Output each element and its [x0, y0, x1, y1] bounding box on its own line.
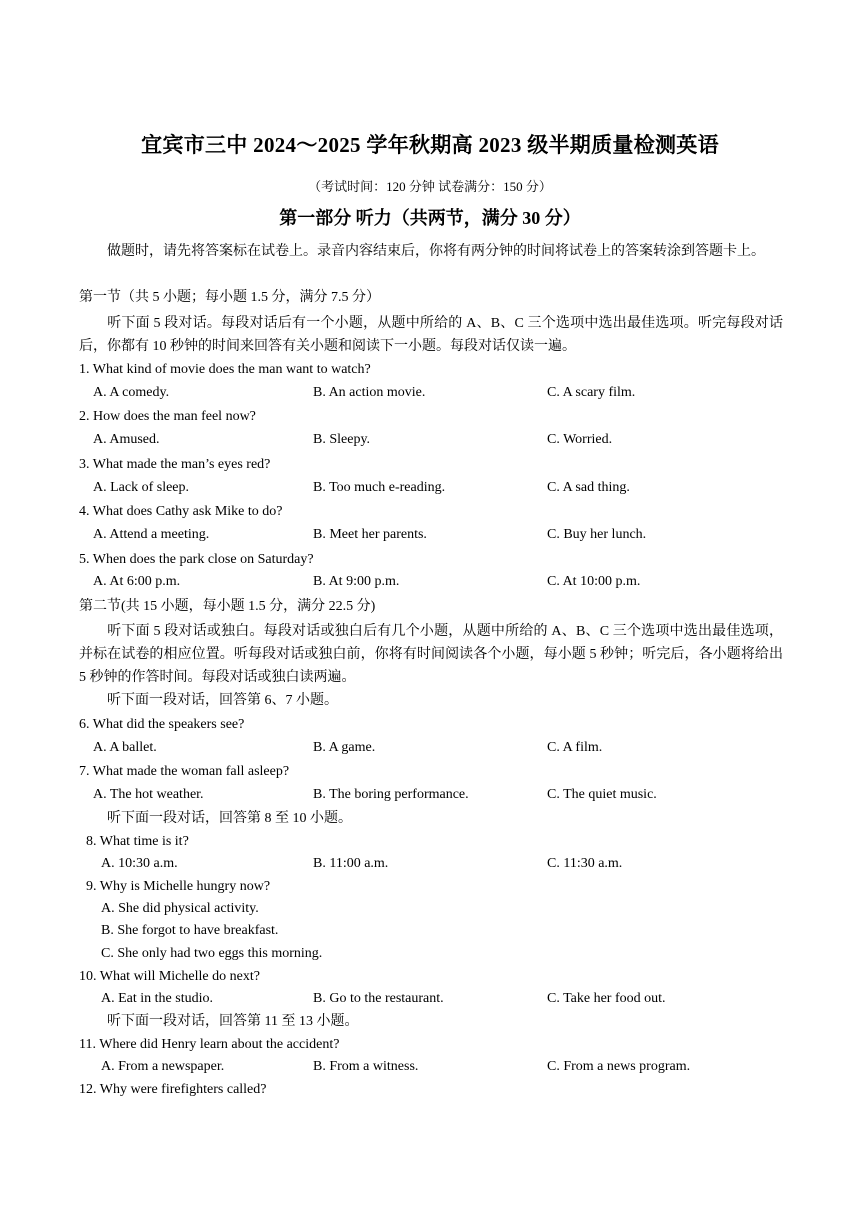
exam-subtitle: （考试时间：120 分钟 试卷满分：150 分） — [308, 179, 552, 194]
question-4: 4. What does Cathy ask Mike to do? — [79, 504, 283, 519]
part1-heading: 第一部分 听力（共两节，满分 30 分） — [279, 208, 581, 228]
question-6: 6. What did the speakers see? — [79, 717, 245, 732]
exam-title: 宜宾市三中 2024～2025 学年秋期高 2023 级半期质量检测英语 — [141, 133, 719, 157]
q5-option-c: C. At 10:00 p.m. — [547, 574, 641, 589]
section1-instructions — [79, 312, 783, 358]
q8-option-a: A. 10:30 a.m. — [101, 856, 178, 871]
q6-option-b: B. A game. — [313, 740, 376, 755]
dialog-11-13-instruction: 听下面一段对话，回答第 11 至 13 小题。 — [107, 1014, 359, 1029]
q1-option-b: B. An action movie. — [313, 385, 426, 400]
section2-instructions-text: 听下面 5 段对话或独白。每段对话或独白后有几个小题，从题中所给的 A、B、C 三个选项中选出最佳选项，并标在试卷的相应位置。听每段对话或独白前，你将有时间阅读各个小题，每小题 5 秒钟；听完后，各小题将给出 5 秒钟的作答时间。每段对话或独白读两遍。 — [79, 624, 783, 685]
question-12: 12. Why were firefighters called? — [79, 1082, 267, 1097]
q6-option-a: A. A ballet. — [93, 740, 157, 755]
q8-option-b: B. 11:00 a.m. — [313, 856, 389, 871]
q3-option-b: B. Too much e-reading. — [313, 480, 446, 495]
q5-option-a: A. At 6:00 p.m. — [93, 574, 181, 589]
q4-option-b: B. Meet her parents. — [313, 527, 427, 542]
section2-instructions — [79, 620, 783, 689]
q9-option-a: A. She did physical activity. — [101, 901, 259, 916]
q11-option-c: C. From a news program. — [547, 1059, 691, 1074]
q10-option-c: C. Take her food out. — [547, 991, 666, 1006]
q1-option-c: C. A scary film. — [547, 385, 636, 400]
question-11: 11. Where did Henry learn about the accident? — [79, 1037, 340, 1052]
q6-option-c: C. A film. — [547, 740, 603, 755]
q4-option-c: C. Buy her lunch. — [547, 527, 647, 542]
q11-option-b: B. From a witness. — [313, 1059, 419, 1074]
section2-heading: 第二节(共 15 小题，每小题 1.5 分，满分 22.5 分) — [79, 599, 376, 614]
q10-option-a: A. Eat in the studio. — [101, 991, 213, 1006]
question-5: 5. When does the park close on Saturday? — [79, 552, 314, 567]
question-7: 7. What made the woman fall asleep? — [79, 764, 290, 779]
question-9: 9. Why is Michelle hungry now? — [86, 879, 271, 894]
question-3: 3. What made the man’s eyes red? — [79, 457, 271, 472]
section1-heading: 第一节（共 5 小题；每小题 1.5 分，满分 7.5 分） — [79, 290, 380, 305]
q5-option-b: B. At 9:00 p.m. — [313, 574, 400, 589]
q3-option-a: A. Lack of sleep. — [93, 480, 190, 495]
q2-option-c: C. Worried. — [547, 432, 613, 447]
q3-option-c: C. A sad thing. — [547, 480, 630, 495]
dialog-8-10-instruction: 听下面一段对话，回答第 8 至 10 小题。 — [107, 811, 352, 826]
q7-option-c: C. The quiet music. — [547, 787, 657, 802]
q7-option-a: A. The hot weather. — [93, 787, 204, 802]
section1-instructions-text: 听下面 5 段对话。每段对话后有一个小题，从题中所给的 A、B、C 三个选项中选出最佳选项。听完每段对话后，你都有 10 秒钟的时间来回答有关小题和阅读下一小题。每段对话仅读一遍。 — [79, 316, 783, 354]
part1-intro-text: 做题时，请先将答案标在试卷上。录音内容结束后，你将有两分钟的时间将试卷上的答案转涂到答题卡上。 — [107, 244, 765, 259]
q9-option-b: B. She forgot to have breakfast. — [101, 923, 279, 938]
q2-option-a: A. Amused. — [93, 432, 160, 447]
q7-option-b: B. The boring performance. — [313, 787, 469, 802]
q10-option-b: B. Go to the restaurant. — [313, 991, 444, 1006]
q4-option-a: A. Attend a meeting. — [93, 527, 210, 542]
question-8: 8. What time is it? — [86, 834, 189, 849]
q2-option-b: B. Sleepy. — [313, 432, 371, 447]
dialog-6-7-instruction: 听下面一段对话，回答第 6、7 小题。 — [107, 693, 338, 708]
question-1: 1. What kind of movie does the man want to watch? — [79, 362, 371, 377]
question-10: 10. What will Michelle do next? — [79, 969, 260, 984]
q9-option-c: C. She only had two eggs this morning. — [101, 946, 323, 961]
q11-option-a: A. From a newspaper. — [101, 1059, 225, 1074]
q1-option-a: A. A comedy. — [93, 385, 170, 400]
part1-intro — [79, 240, 783, 263]
q8-option-c: C. 11:30 a.m. — [547, 856, 623, 871]
question-2: 2. How does the man feel now? — [79, 409, 256, 424]
